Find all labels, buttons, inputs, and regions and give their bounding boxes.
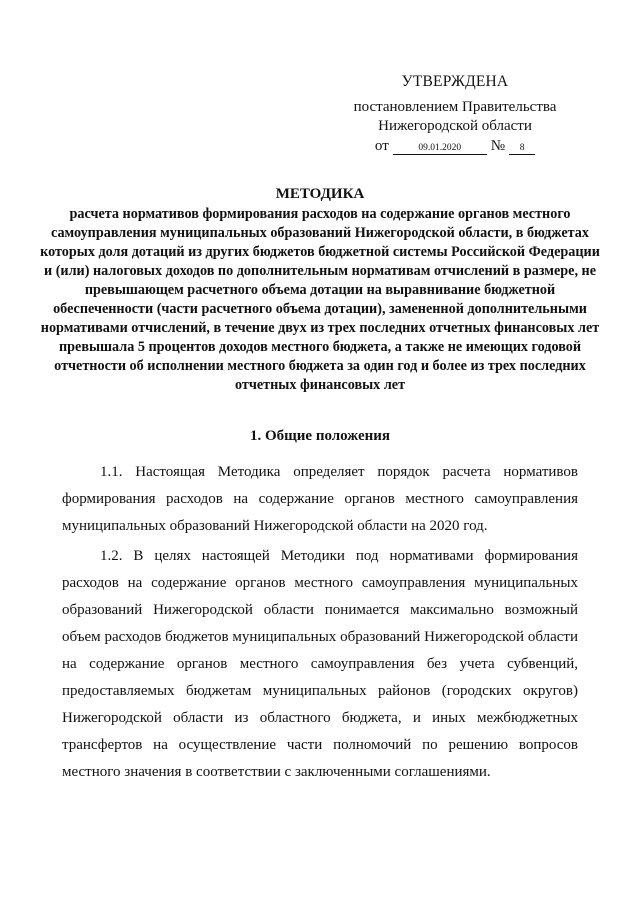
approval-line-1: постановлением Правительства [353, 99, 557, 115]
document-heading [40, 185, 600, 395]
approval-number: 8 [509, 142, 535, 155]
document-title: МЕТОДИКА [275, 186, 365, 202]
approval-line-2: Нижегородской области [378, 118, 532, 134]
number-sign: № [490, 138, 506, 154]
approval-block [330, 72, 580, 156]
document-subtitle: расчета нормативов формирования расходов на содержание органов местного самоуправления муниципальных образований Нижегородской области, в бюджетах которых доля дотаций из других бюджетов бюджетной системы Российской Федерации и (или) налоговых доходов по дополнительным нормативам отчислений в размере, не превышающем расчетного объема дотации на выравнивание бюджетной обеспеченности (части расчетного объема дотации), замененной дополнительными нормативами отчислений, в течение двух из трех последних отчетных финансовых лет превышала 5 процентов доходов местного бюджета, а также не имеющих годовой отчетности об исполнении местного бюджета за один год и более из трех последних отчетных финансовых лет [40, 206, 600, 393]
paragraph-1-1: 1.1. Настоящая Методика определяет порядок расчета нормативов формирования расходов на содержание органов местного самоуправления муниципальных образований Нижегородской области на 2020 год. [62, 464, 578, 534]
from-label: от [374, 138, 389, 154]
approval-title: УТВЕРЖДЕНА [401, 73, 509, 90]
approval-date-line [330, 137, 580, 156]
document-body [62, 459, 578, 789]
section-title: 1. Общие положения [249, 428, 391, 444]
approval-date: 09.01.2020 [393, 142, 487, 155]
paragraph-1-2: 1.2. В целях настоящей Методики под нормативами формирования расходов на содержание органов местного самоуправления муниципальных образований Нижегородской области понимается максимально возможный объем расходов бюджетов муниципальных образований Нижегородской области на содержание органов местного самоуправления без учета субвенций, предоставляемых бюджетам муниципальных районов (городских округов) Нижегородской области из областного бюджета, и иных межбюджетных трансфертов на осуществление части полномочий по решению вопросов местного значения в соответствии с заключенными соглашениями. [62, 548, 578, 780]
